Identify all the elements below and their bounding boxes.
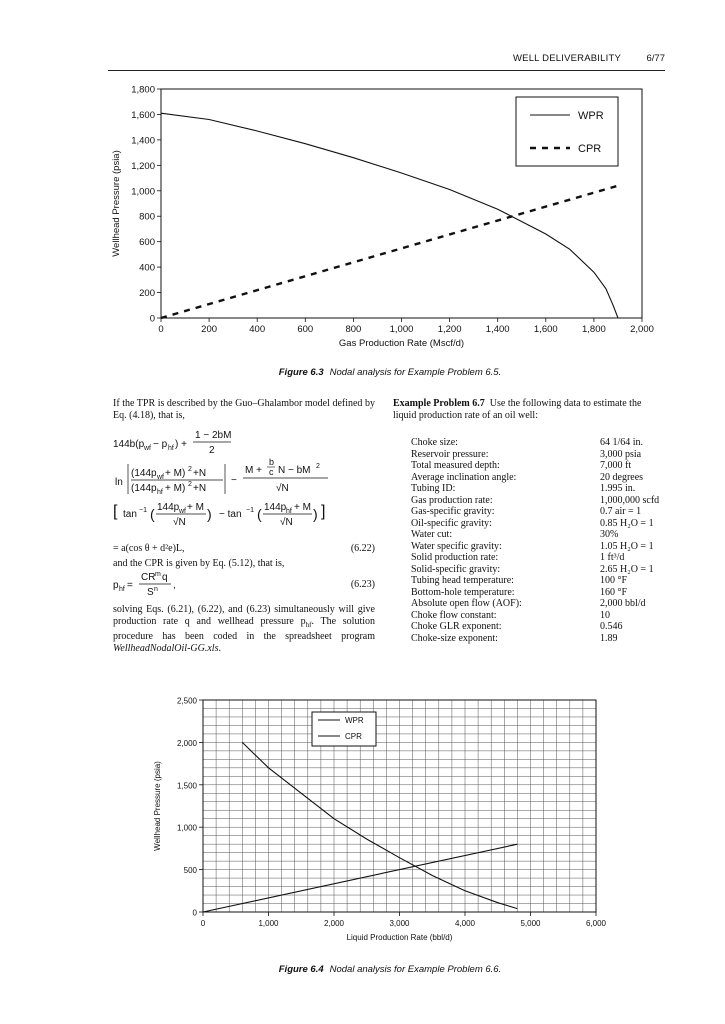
x-tick-label: 5,000 xyxy=(520,919,541,928)
svg-text:c: c xyxy=(269,467,274,477)
svg-text:−: − xyxy=(231,475,237,486)
figure-6-3-text: Nodal analysis for Example Problem 6.5. xyxy=(329,367,502,378)
svg-text:hf: hf xyxy=(286,508,292,515)
example-row-value: 1.05 H₂O = 1 xyxy=(600,540,654,552)
figure-6-3-label: Figure 6.3 xyxy=(278,367,324,378)
y-tick-label: 1,000 xyxy=(176,823,197,833)
figure-6-3-caption xyxy=(150,367,630,378)
svg-text:−1: −1 xyxy=(139,507,147,514)
spreadsheet-filename: WellheadNodalOil-GG.xls xyxy=(113,643,219,654)
svg-text:√N: √N xyxy=(276,483,289,494)
example-row-label: Water cut: xyxy=(411,529,453,540)
svg-text:wf: wf xyxy=(179,508,186,515)
example-row-value: 1.89 xyxy=(600,632,618,644)
x-tick-label: 1,000 xyxy=(258,919,279,928)
legend-box xyxy=(312,712,376,746)
example-row-label: Bottom-hole temperature: xyxy=(411,586,515,598)
svg-text:− p: − p xyxy=(153,439,168,450)
figure-6-4-chart xyxy=(150,690,620,955)
x-tick-label: 1,600 xyxy=(533,324,558,335)
y-tick-label: 200 xyxy=(139,288,155,300)
x-tick-label: 200 xyxy=(201,324,218,335)
legend-box xyxy=(516,97,618,166)
legend-label-wpr: WPR xyxy=(578,110,604,123)
example-row xyxy=(411,529,670,541)
equation-6-23 xyxy=(113,570,375,600)
example-row-value: 2,000 bbl/d xyxy=(600,598,646,609)
svg-text:+N: +N xyxy=(193,468,207,479)
running-header xyxy=(108,53,665,71)
x-tick-label: 0 xyxy=(200,919,206,928)
svg-text:b: b xyxy=(269,457,275,467)
example-row-value: 0.7 air = 1 xyxy=(600,506,642,517)
paragraph-solution xyxy=(113,604,375,655)
paragraph-tpr: If the TPR is described by the Guo–Ghalambor model defined by Eq. (4.18), that is, xyxy=(113,398,375,421)
svg-text:=: = xyxy=(127,580,133,591)
example-row-value: 64 1/64 in. xyxy=(600,437,644,448)
example-row xyxy=(411,621,670,633)
x-tick-label: 1,800 xyxy=(582,324,606,335)
example-row-value: 2.65 H₂O = 1 xyxy=(600,563,654,575)
example-row-label: Oil-specific gravity: xyxy=(411,517,492,529)
svg-text:+ M): + M) xyxy=(165,483,186,494)
svg-text:+N: +N xyxy=(193,483,207,494)
x-tick-label: 600 xyxy=(297,324,314,335)
y-tick-label: 1,200 xyxy=(131,160,155,172)
example-row-value: 1.995 in. xyxy=(600,483,636,494)
x-axis-title: Gas Production Rate (Mscf/d) xyxy=(338,338,465,349)
svg-text:S: S xyxy=(147,587,154,598)
x-tick-label: 1,200 xyxy=(437,324,462,335)
svg-text:+ M): + M) xyxy=(165,468,186,479)
example-row-label: Choke size: xyxy=(411,437,458,448)
svg-text:): ) xyxy=(313,506,318,522)
example-intro xyxy=(393,398,665,422)
y-tick-label: 1,400 xyxy=(131,135,155,147)
left-column xyxy=(113,398,375,655)
example-row-value: 0.546 xyxy=(600,621,623,632)
y-tick-label: 2,500 xyxy=(176,696,197,706)
example-row-value: 1 ft³/d xyxy=(600,552,625,563)
example-data-table xyxy=(411,437,670,644)
svg-text:N − bM: N − bM xyxy=(278,465,311,476)
figure-6-3-chart xyxy=(100,78,670,358)
legend-label-cpr: CPR xyxy=(578,143,602,156)
example-row xyxy=(411,437,670,449)
svg-text:): ) xyxy=(207,506,212,522)
x-tick-label: 1,400 xyxy=(485,324,510,335)
svg-text:n: n xyxy=(154,586,158,593)
svg-text:ln: ln xyxy=(115,477,123,488)
equation-6-23-number: (6.23) xyxy=(350,579,375,590)
example-row-value: 20 degrees xyxy=(600,471,644,483)
svg-text:2: 2 xyxy=(316,463,320,470)
example-row-label: Absolute open flow (AOF): xyxy=(411,598,522,609)
figure-6-4-label: Figure 6.4 xyxy=(278,964,324,975)
example-intro-text: Use the following data to estimate the liquid production rate of an oil well: xyxy=(393,398,642,421)
svg-text:2: 2 xyxy=(188,481,192,488)
x-tick-label: 6,000 xyxy=(585,919,607,928)
example-row xyxy=(411,587,670,599)
example-row-value: 160 °F xyxy=(600,586,628,598)
example-problem xyxy=(393,398,665,422)
example-row-value: 1,000,000 scfd xyxy=(600,494,660,506)
example-row-value: 10 xyxy=(600,609,610,621)
equation-6-22-line xyxy=(113,543,375,555)
svg-text:+ M: + M xyxy=(187,502,204,513)
svg-text:[: [ xyxy=(113,503,118,520)
y-tick-label: 0 xyxy=(192,908,197,918)
example-row xyxy=(411,483,670,495)
example-row-label: Tubing ID: xyxy=(411,483,456,494)
equation-6-23-formula xyxy=(113,570,313,600)
y-tick-label: 1,800 xyxy=(131,84,155,96)
solution-text-b: . The solution procedure has been coded in the spreadsheet program xyxy=(113,616,376,642)
example-row-value: 7,000 ft xyxy=(600,460,632,471)
solution-text-end: . xyxy=(218,643,221,654)
y-tick-label: 600 xyxy=(139,237,155,249)
series-line-cpr xyxy=(161,186,618,318)
y-tick-label: 400 xyxy=(139,262,155,274)
svg-text:(: ( xyxy=(150,506,155,522)
svg-text:q: q xyxy=(162,572,168,583)
y-tick-label: 1,000 xyxy=(131,186,155,198)
x-tick-label: 0 xyxy=(158,324,164,335)
y-tick-label: 1,600 xyxy=(131,109,155,121)
solution-text-a: solving Eqs. (6.21), (6.22), and (6.23) simultaneously will give production rate q and wellhead pressure p xyxy=(113,604,375,627)
x-axis-title: Liquid Production Rate (bbl/d) xyxy=(346,933,453,942)
svg-text:m: m xyxy=(155,571,161,578)
y-axis-title: Wellhead Pressure (psia) xyxy=(111,150,122,257)
example-row xyxy=(411,541,670,553)
example-row-label: Tubing head temperature: xyxy=(411,575,514,586)
figure-6-4-text: Nodal analysis for Example Problem 6.6. xyxy=(329,964,502,975)
page-number: 6/77 xyxy=(646,53,665,64)
svg-text:144p: 144p xyxy=(157,502,180,513)
example-row-label: Average inclination angle: xyxy=(411,471,517,483)
legend-label-cpr: CPR xyxy=(345,731,362,741)
x-tick-label: 3,000 xyxy=(389,919,410,928)
svg-text:wf: wf xyxy=(144,445,151,452)
example-title: Example Problem 6.7 xyxy=(393,398,485,409)
y-tick-label: 500 xyxy=(183,866,197,876)
example-row-label: Water specific gravity: xyxy=(411,540,502,552)
y-tick-label: 800 xyxy=(139,211,155,223)
svg-text:]: ] xyxy=(321,503,326,520)
x-tick-label: 800 xyxy=(345,324,362,335)
example-row-label: Solid-specific gravity: xyxy=(411,563,501,575)
figure-6-4-caption xyxy=(150,964,630,975)
svg-text:p: p xyxy=(113,580,119,591)
example-row-value: 100 °F xyxy=(600,575,628,586)
series-line-wpr xyxy=(242,742,517,908)
y-tick-label: 0 xyxy=(149,313,155,325)
example-row xyxy=(411,575,670,587)
equation-6-22-number: (6.22) xyxy=(350,543,375,554)
svg-text:− tan: − tan xyxy=(219,509,242,520)
example-row-value: 0.85 H₂O = 1 xyxy=(600,517,654,529)
svg-text:) +: ) + xyxy=(175,439,187,450)
svg-text:M +: M + xyxy=(245,465,262,476)
example-row-label: Solid production rate: xyxy=(411,552,499,563)
svg-text:2: 2 xyxy=(188,466,192,473)
example-row xyxy=(411,495,670,507)
example-row xyxy=(411,564,670,576)
svg-text:√N: √N xyxy=(280,517,293,528)
example-row xyxy=(411,518,670,530)
example-row xyxy=(411,598,670,610)
svg-text:hf: hf xyxy=(168,445,174,452)
svg-text:1 − 2bM: 1 − 2bM xyxy=(195,430,232,441)
example-row-label: Total measured depth: xyxy=(411,460,500,471)
example-row xyxy=(411,472,670,484)
svg-text:−1: −1 xyxy=(246,507,254,514)
example-row xyxy=(411,506,670,518)
x-tick-label: 2,000 xyxy=(323,919,345,928)
svg-text:144p: 144p xyxy=(264,502,287,513)
svg-text:(144p: (144p xyxy=(131,468,157,479)
svg-text:144b(p: 144b(p xyxy=(113,439,145,450)
svg-text:tan: tan xyxy=(123,509,137,520)
y-tick-label: 2,000 xyxy=(176,738,197,748)
example-row xyxy=(411,610,670,622)
x-tick-label: 400 xyxy=(249,324,266,335)
example-row-label: Choke-size exponent: xyxy=(411,632,498,644)
x-tick-label: 4,000 xyxy=(454,919,476,928)
svg-text:(: ( xyxy=(257,506,262,522)
svg-text:+ M: + M xyxy=(294,502,311,513)
svg-text:,: , xyxy=(173,580,176,591)
example-row-value: 30% xyxy=(600,529,619,540)
svg-text:CR: CR xyxy=(141,572,156,583)
svg-text:hf: hf xyxy=(119,586,125,593)
legend-label-wpr: WPR xyxy=(345,715,364,725)
x-tick-label: 2,000 xyxy=(630,324,654,335)
example-row xyxy=(411,552,670,564)
svg-text:√N: √N xyxy=(173,517,186,528)
y-axis-title: Wellhead Pressure (psia) xyxy=(153,761,162,851)
running-title: WELL DELIVERABILITY xyxy=(513,53,621,64)
example-row xyxy=(411,633,670,645)
equation-6-22-rhs: = a(cos θ + d²e)L, xyxy=(113,543,185,554)
svg-text:(144p: (144p xyxy=(131,483,157,494)
paragraph-cpr: and the CPR is given by Eq. (5.12), that is, xyxy=(113,558,285,569)
example-row-label: Reservoir pressure: xyxy=(411,448,489,460)
svg-text:hf: hf xyxy=(157,489,163,496)
example-row-label: Gas-specific gravity: xyxy=(411,506,495,517)
solution-subscript: hf xyxy=(305,621,312,629)
svg-text:2: 2 xyxy=(209,445,215,456)
y-tick-label: 1,500 xyxy=(176,781,197,791)
x-tick-label: 1,000 xyxy=(389,324,414,335)
example-row xyxy=(411,449,670,461)
example-row xyxy=(411,460,670,472)
equation-6-22 xyxy=(113,424,375,554)
example-row-value: 3,000 psia xyxy=(600,448,642,460)
svg-text:wf: wf xyxy=(157,474,164,481)
example-row-label: Gas production rate: xyxy=(411,494,493,506)
example-row-label: Choke GLR exponent: xyxy=(411,621,502,632)
example-row-label: Choke flow constant: xyxy=(411,609,497,621)
